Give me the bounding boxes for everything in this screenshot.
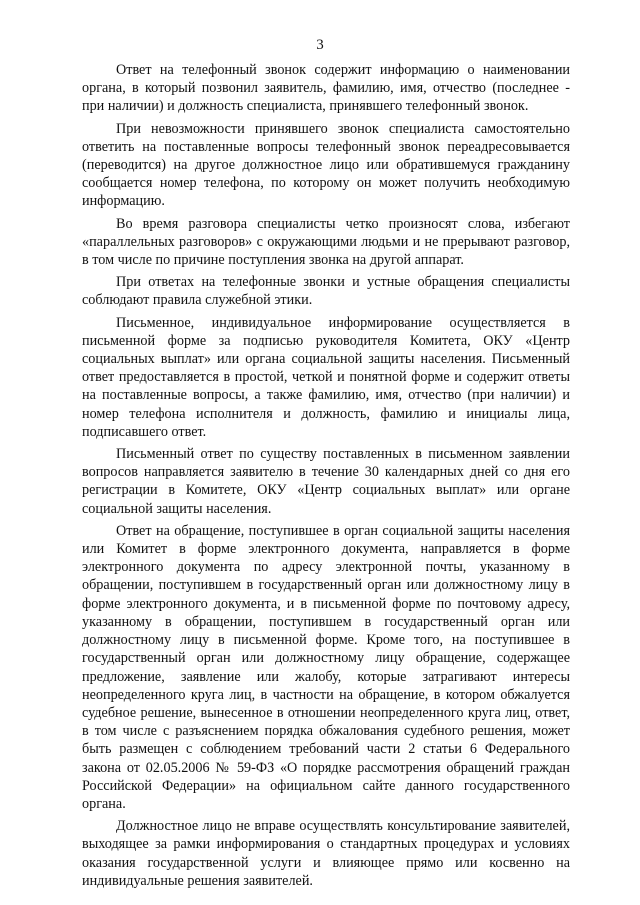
paragraph-written-answer-deadline: Письменный ответ по существу поставленных в письменном заявлении вопросов направляется заявителю в течение 30 календарных дней со дня его регистрации в Комитете, ОКУ «Центр социальных выплат» или органе социальной защиты населения. xyxy=(82,446,570,517)
paragraph-electronic-appeal-answer: Ответ на обращение, поступившее в орган социальной защиты населения или Комитет в форме электронного документа, направляется в форме электронного документа по адресу электронной почты, указанному в обращении, поступившем в государственный орган или должностному лицу в форме электронного документа, и в письменной форме по почтовому адресу, указанному в обращении, поступившем в государственный орган или должностному лицу в письменной форме. Кроме того, на поступившее в государственный орган или должностному лицу обращение, содержащее предложение, заявление или жалобу, которые затрагивают интересы неопределенного круга лиц, в частности на обращение, в котором обжалуется судебное решение, вынесенное в отношении неопределенного круга лиц, ответ, в том числе с разъяснением порядка обжалования судебного решения, может быть размещен с соблюдением требований части 2 статьи 6 Федерального закона от 02.05.2006 № 59-ФЗ «О порядке рассмотрения обращений граждан Российской Федерации» на официальном сайте данного государственного органа. xyxy=(82,522,570,812)
paragraph-consulting-limits: Должностное лицо не вправе осуществлять консультирование заявителей, выходящее за рамки информирования о стандартных процедурах и условиях оказания государственной услуги и влияющее прямо или косвенно на индивидуальные решения заявителей. xyxy=(82,818,570,889)
paragraph-written-informing: Письменное, индивидуальное информирование осуществляется в письменной форме за подписью руководителя Комитета, ОКУ «Центр социальных выплат» или органа социальной защиты населения. Письменный ответ предоставляется в простой, четкой и понятной форме и содержит ответы на поставленные вопросы, а также фамилию, имя, отчество (при наличии) и номер телефона исполнителя и должность, фамилию и инициалы лица, подписавшего ответ. xyxy=(82,314,570,440)
paragraph-call-redirect: При невозможности принявшего звонок специалиста самостоятельно ответить на поставленные вопросы телефонный звонок переадресовывается (переводится) на другое должностное лицо или обратившемуся гражданину сообщается номер телефона, по которому он может получить необходимую информацию. xyxy=(82,120,570,210)
document-body xyxy=(82,61,570,894)
paragraph-service-ethics: При ответах на телефонные звонки и устные обращения специалисты соблюдают правила служебной этики. xyxy=(82,274,570,309)
page-number: 3 xyxy=(316,37,324,53)
paragraph-conversation-rules: Во время разговора специалисты четко произносят слова, избегают «параллельных разговоров» с окружающими людьми и не прерывают разговор, в том числе по причине поступления звонка на другой аппарат. xyxy=(82,215,570,269)
paragraph-phone-answer-content: Ответ на телефонный звонок содержит информацию о наименовании органа, в который позвонил заявитель, фамилию, имя, отчество (последнее - при наличии) и должность специалиста, принявшего телефонный звонок. xyxy=(82,62,570,115)
